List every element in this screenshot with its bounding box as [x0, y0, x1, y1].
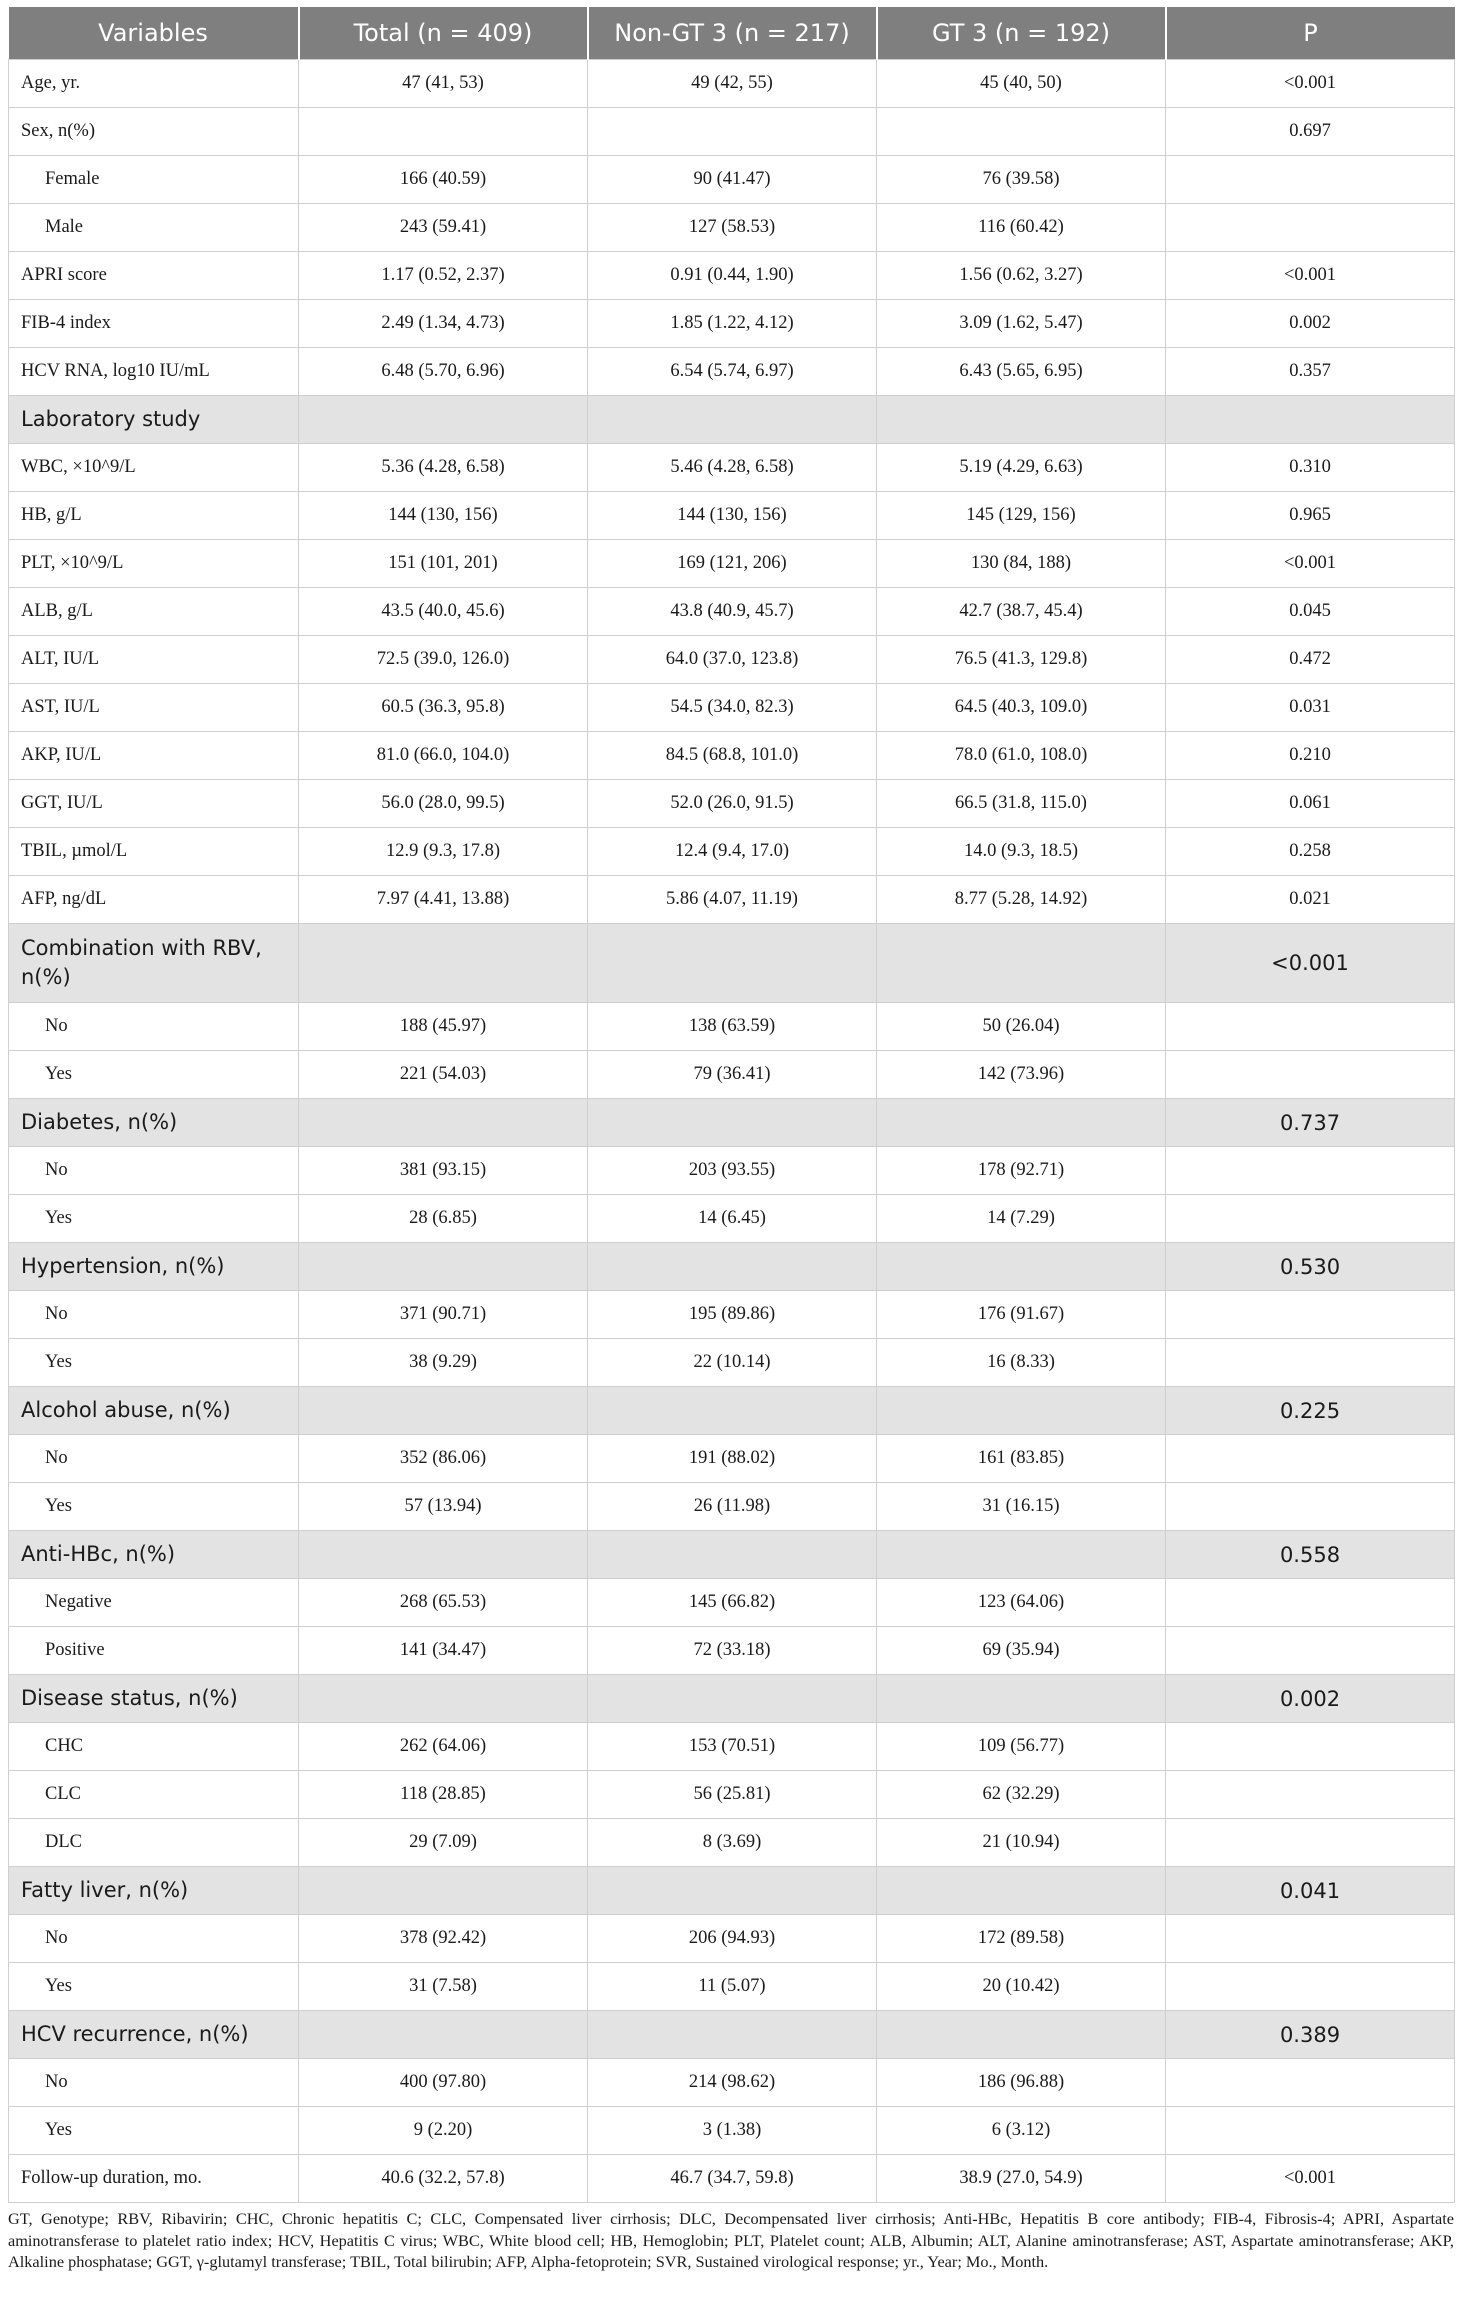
table-row	[9, 108, 1455, 156]
non-gt3-cell: 3 (1.38)	[588, 2107, 877, 2155]
gt3-cell: 142 (73.96)	[877, 1051, 1166, 1099]
non-gt3-cell: 191 (88.02)	[588, 1435, 877, 1483]
variable-cell: DLC	[9, 1819, 299, 1867]
p-value-cell	[1166, 1339, 1455, 1387]
variable-cell: AKP, IU/L	[9, 732, 299, 780]
p-value-cell	[1166, 1147, 1455, 1195]
gt3-cell: 16 (8.33)	[877, 1339, 1166, 1387]
table-row	[9, 1915, 1455, 1963]
variable-cell: HCV RNA, log10 IU/mL	[9, 348, 299, 396]
total-cell: 47 (41, 53)	[299, 60, 588, 108]
p-value-cell	[1166, 1579, 1455, 1627]
non-gt3-cell: 8 (3.69)	[588, 1819, 877, 1867]
section-row	[9, 1387, 1455, 1435]
section-row	[9, 1867, 1455, 1915]
non-gt3-cell	[588, 2011, 877, 2059]
non-gt3-cell: 52.0 (26.0, 91.5)	[588, 780, 877, 828]
total-cell: 5.36 (4.28, 6.58)	[299, 444, 588, 492]
p-value-cell	[1166, 1723, 1455, 1771]
p-value-cell	[1166, 1195, 1455, 1243]
gt3-cell: 50 (26.04)	[877, 1003, 1166, 1051]
gt3-cell: 186 (96.88)	[877, 2059, 1166, 2107]
table-row	[9, 444, 1455, 492]
total-cell: 12.9 (9.3, 17.8)	[299, 828, 588, 876]
non-gt3-cell: 0.91 (0.44, 1.90)	[588, 252, 877, 300]
variable-cell: Disease status, n(%)	[9, 1675, 299, 1723]
variable-cell: ALB, g/L	[9, 588, 299, 636]
non-gt3-cell: 56 (25.81)	[588, 1771, 877, 1819]
variable-cell: Female	[9, 156, 299, 204]
header-gt3: GT 3 (n = 192)	[877, 7, 1166, 60]
table-row	[9, 636, 1455, 684]
variable-cell: Male	[9, 204, 299, 252]
table-row	[9, 1627, 1455, 1675]
total-cell: 1.17 (0.52, 2.37)	[299, 252, 588, 300]
p-value-cell	[1166, 156, 1455, 204]
non-gt3-cell	[588, 1675, 877, 1723]
gt3-cell: 21 (10.94)	[877, 1819, 1166, 1867]
variable-cell: CHC	[9, 1723, 299, 1771]
variable-cell: Anti-HBc, n(%)	[9, 1531, 299, 1579]
variable-cell: CLC	[9, 1771, 299, 1819]
variable-cell: Laboratory study	[9, 396, 299, 444]
non-gt3-cell: 14 (6.45)	[588, 1195, 877, 1243]
table-row	[9, 540, 1455, 588]
variable-cell: Positive	[9, 1627, 299, 1675]
gt3-cell: 64.5 (40.3, 109.0)	[877, 684, 1166, 732]
non-gt3-cell	[588, 396, 877, 444]
table-row	[9, 1435, 1455, 1483]
non-gt3-cell: 1.85 (1.22, 4.12)	[588, 300, 877, 348]
p-value-cell: 0.389	[1166, 2011, 1455, 2059]
total-cell: 151 (101, 201)	[299, 540, 588, 588]
gt3-cell: 6 (3.12)	[877, 2107, 1166, 2155]
gt3-cell: 14 (7.29)	[877, 1195, 1166, 1243]
table-row	[9, 60, 1455, 108]
header-non-gt3: Non-GT 3 (n = 217)	[588, 7, 877, 60]
p-value-cell: 0.965	[1166, 492, 1455, 540]
section-row	[9, 396, 1455, 444]
variable-cell: No	[9, 2059, 299, 2107]
variable-cell: Yes	[9, 1195, 299, 1243]
variable-cell: ALT, IU/L	[9, 636, 299, 684]
p-value-cell	[1166, 2107, 1455, 2155]
gt3-cell: 145 (129, 156)	[877, 492, 1166, 540]
variable-cell: Follow-up duration, mo.	[9, 2155, 299, 2203]
gt3-cell: 14.0 (9.3, 18.5)	[877, 828, 1166, 876]
gt3-cell	[877, 1867, 1166, 1915]
variable-cell: No	[9, 1435, 299, 1483]
gt3-cell: 176 (91.67)	[877, 1291, 1166, 1339]
non-gt3-cell: 43.8 (40.9, 45.7)	[588, 588, 877, 636]
gt3-cell: 8.77 (5.28, 14.92)	[877, 876, 1166, 924]
non-gt3-cell: 22 (10.14)	[588, 1339, 877, 1387]
table-container	[8, 7, 1454, 2273]
p-value-cell: 0.041	[1166, 1867, 1455, 1915]
non-gt3-cell	[588, 1387, 877, 1435]
non-gt3-cell: 214 (98.62)	[588, 2059, 877, 2107]
gt3-cell	[877, 1531, 1166, 1579]
total-cell: 243 (59.41)	[299, 204, 588, 252]
p-value-cell: 0.061	[1166, 780, 1455, 828]
total-cell: 188 (45.97)	[299, 1003, 588, 1051]
gt3-cell: 6.43 (5.65, 6.95)	[877, 348, 1166, 396]
non-gt3-cell: 145 (66.82)	[588, 1579, 877, 1627]
table-row	[9, 876, 1455, 924]
total-cell: 381 (93.15)	[299, 1147, 588, 1195]
non-gt3-cell: 72 (33.18)	[588, 1627, 877, 1675]
total-cell	[299, 1867, 588, 1915]
p-value-cell: 0.530	[1166, 1243, 1455, 1291]
p-value-cell: 0.558	[1166, 1531, 1455, 1579]
variable-cell: AFP, ng/dL	[9, 876, 299, 924]
table-row	[9, 204, 1455, 252]
variable-cell: Hypertension, n(%)	[9, 1243, 299, 1291]
non-gt3-cell: 54.5 (34.0, 82.3)	[588, 684, 877, 732]
total-cell: 40.6 (32.2, 57.8)	[299, 2155, 588, 2203]
section-row	[9, 2011, 1455, 2059]
non-gt3-cell: 46.7 (34.7, 59.8)	[588, 2155, 877, 2203]
section-row	[9, 1099, 1455, 1147]
total-cell: 60.5 (36.3, 95.8)	[299, 684, 588, 732]
p-value-cell: 0.021	[1166, 876, 1455, 924]
total-cell: 2.49 (1.34, 4.73)	[299, 300, 588, 348]
total-cell	[299, 2011, 588, 2059]
p-value-cell: 0.737	[1166, 1099, 1455, 1147]
p-value-cell	[1166, 1771, 1455, 1819]
variable-cell: Sex, n(%)	[9, 108, 299, 156]
variable-cell: HCV recurrence, n(%)	[9, 2011, 299, 2059]
total-cell: 38 (9.29)	[299, 1339, 588, 1387]
table-row	[9, 1771, 1455, 1819]
total-cell	[299, 1387, 588, 1435]
table-row	[9, 1051, 1455, 1099]
p-value-cell: 0.472	[1166, 636, 1455, 684]
p-value-cell: <0.001	[1166, 2155, 1455, 2203]
gt3-cell: 66.5 (31.8, 115.0)	[877, 780, 1166, 828]
table-row	[9, 300, 1455, 348]
total-cell	[299, 1675, 588, 1723]
total-cell: 144 (130, 156)	[299, 492, 588, 540]
gt3-cell: 116 (60.42)	[877, 204, 1166, 252]
total-cell: 43.5 (40.0, 45.6)	[299, 588, 588, 636]
table-row	[9, 1579, 1455, 1627]
gt3-cell: 45 (40, 50)	[877, 60, 1166, 108]
p-value-cell: 0.258	[1166, 828, 1455, 876]
gt3-cell	[877, 1387, 1166, 1435]
p-value-cell: 0.697	[1166, 108, 1455, 156]
non-gt3-cell: 49 (42, 55)	[588, 60, 877, 108]
section-row	[9, 1531, 1455, 1579]
total-cell: 141 (34.47)	[299, 1627, 588, 1675]
p-value-cell: 0.045	[1166, 588, 1455, 636]
non-gt3-cell: 5.86 (4.07, 11.19)	[588, 876, 877, 924]
gt3-cell: 123 (64.06)	[877, 1579, 1166, 1627]
variable-cell: Yes	[9, 1963, 299, 2011]
non-gt3-cell	[588, 108, 877, 156]
non-gt3-cell: 5.46 (4.28, 6.58)	[588, 444, 877, 492]
total-cell: 7.97 (4.41, 13.88)	[299, 876, 588, 924]
non-gt3-cell: 11 (5.07)	[588, 1963, 877, 2011]
variable-cell: Yes	[9, 1483, 299, 1531]
table-row	[9, 588, 1455, 636]
total-cell	[299, 108, 588, 156]
gt3-cell: 76 (39.58)	[877, 156, 1166, 204]
gt3-cell	[877, 1243, 1166, 1291]
total-cell: 72.5 (39.0, 126.0)	[299, 636, 588, 684]
gt3-cell: 130 (84, 188)	[877, 540, 1166, 588]
section-row	[9, 924, 1455, 1003]
total-cell: 262 (64.06)	[299, 1723, 588, 1771]
non-gt3-cell: 203 (93.55)	[588, 1147, 877, 1195]
non-gt3-cell	[588, 1867, 877, 1915]
table-row	[9, 252, 1455, 300]
table-row	[9, 2155, 1455, 2203]
gt3-cell: 3.09 (1.62, 5.47)	[877, 300, 1166, 348]
total-cell	[299, 396, 588, 444]
non-gt3-cell: 138 (63.59)	[588, 1003, 877, 1051]
gt3-cell	[877, 924, 1166, 1003]
variable-cell: No	[9, 1915, 299, 1963]
total-cell: 378 (92.42)	[299, 1915, 588, 1963]
variable-cell: No	[9, 1291, 299, 1339]
gt3-cell: 5.19 (4.29, 6.63)	[877, 444, 1166, 492]
total-cell: 118 (28.85)	[299, 1771, 588, 1819]
total-cell	[299, 1531, 588, 1579]
variable-cell: No	[9, 1003, 299, 1051]
p-value-cell	[1166, 2059, 1455, 2107]
gt3-cell: 38.9 (27.0, 54.9)	[877, 2155, 1166, 2203]
gt3-cell: 69 (35.94)	[877, 1627, 1166, 1675]
non-gt3-cell: 195 (89.86)	[588, 1291, 877, 1339]
variable-cell: Combination with RBV, n(%)	[9, 924, 299, 1003]
variable-cell: Fatty liver, n(%)	[9, 1867, 299, 1915]
table-row	[9, 780, 1455, 828]
non-gt3-cell: 79 (36.41)	[588, 1051, 877, 1099]
non-gt3-cell	[588, 1531, 877, 1579]
p-value-cell	[1166, 1435, 1455, 1483]
p-value-cell: <0.001	[1166, 252, 1455, 300]
non-gt3-cell: 6.54 (5.74, 6.97)	[588, 348, 877, 396]
p-value-cell	[1166, 1915, 1455, 1963]
non-gt3-cell	[588, 1243, 877, 1291]
p-value-cell: 0.210	[1166, 732, 1455, 780]
table-row	[9, 1723, 1455, 1771]
gt3-cell	[877, 2011, 1166, 2059]
total-cell: 166 (40.59)	[299, 156, 588, 204]
table-row	[9, 1963, 1455, 2011]
total-cell	[299, 1243, 588, 1291]
table-row	[9, 492, 1455, 540]
table-row	[9, 348, 1455, 396]
variable-cell: Diabetes, n(%)	[9, 1099, 299, 1147]
non-gt3-cell	[588, 1099, 877, 1147]
p-value-cell	[1166, 1483, 1455, 1531]
non-gt3-cell	[588, 924, 877, 1003]
p-value-cell	[1166, 1963, 1455, 2011]
total-cell: 29 (7.09)	[299, 1819, 588, 1867]
p-value-cell	[1166, 1051, 1455, 1099]
p-value-cell: <0.001	[1166, 60, 1455, 108]
gt3-cell: 42.7 (38.7, 45.4)	[877, 588, 1166, 636]
total-cell: 56.0 (28.0, 99.5)	[299, 780, 588, 828]
header-row	[9, 7, 1455, 60]
p-value-cell: 0.002	[1166, 300, 1455, 348]
gt3-cell: 172 (89.58)	[877, 1915, 1166, 1963]
p-value-cell	[1166, 396, 1455, 444]
gt3-cell: 109 (56.77)	[877, 1723, 1166, 1771]
p-value-cell: 0.225	[1166, 1387, 1455, 1435]
p-value-cell: 0.357	[1166, 348, 1455, 396]
table-row	[9, 156, 1455, 204]
table-row	[9, 1291, 1455, 1339]
table-row	[9, 732, 1455, 780]
gt3-cell: 76.5 (41.3, 129.8)	[877, 636, 1166, 684]
table-body	[9, 60, 1455, 2203]
header-total: Total (n = 409)	[299, 7, 588, 60]
total-cell: 6.48 (5.70, 6.96)	[299, 348, 588, 396]
table-row	[9, 1147, 1455, 1195]
non-gt3-cell: 153 (70.51)	[588, 1723, 877, 1771]
p-value-cell	[1166, 204, 1455, 252]
total-cell: 81.0 (66.0, 104.0)	[299, 732, 588, 780]
gt3-cell: 20 (10.42)	[877, 1963, 1166, 2011]
table-row	[9, 1003, 1455, 1051]
total-cell	[299, 1099, 588, 1147]
table-row	[9, 1339, 1455, 1387]
non-gt3-cell: 206 (94.93)	[588, 1915, 877, 1963]
p-value-cell: 0.310	[1166, 444, 1455, 492]
non-gt3-cell: 169 (121, 206)	[588, 540, 877, 588]
p-value-cell	[1166, 1003, 1455, 1051]
variable-cell: Age, yr.	[9, 60, 299, 108]
variable-cell: Yes	[9, 1339, 299, 1387]
section-row	[9, 1243, 1455, 1291]
gt3-cell: 178 (92.71)	[877, 1147, 1166, 1195]
variable-cell: HB, g/L	[9, 492, 299, 540]
total-cell: 268 (65.53)	[299, 1579, 588, 1627]
non-gt3-cell: 26 (11.98)	[588, 1483, 877, 1531]
total-cell: 57 (13.94)	[299, 1483, 588, 1531]
table-row	[9, 1483, 1455, 1531]
gt3-cell: 78.0 (61.0, 108.0)	[877, 732, 1166, 780]
table-row	[9, 1819, 1455, 1867]
p-value-cell: 0.031	[1166, 684, 1455, 732]
p-value-cell	[1166, 1291, 1455, 1339]
non-gt3-cell: 127 (58.53)	[588, 204, 877, 252]
variable-cell: WBC, ×10^9/L	[9, 444, 299, 492]
total-cell: 371 (90.71)	[299, 1291, 588, 1339]
total-cell: 28 (6.85)	[299, 1195, 588, 1243]
total-cell: 352 (86.06)	[299, 1435, 588, 1483]
non-gt3-cell: 12.4 (9.4, 17.0)	[588, 828, 877, 876]
table-row	[9, 2059, 1455, 2107]
non-gt3-cell: 84.5 (68.8, 101.0)	[588, 732, 877, 780]
p-value-cell: <0.001	[1166, 540, 1455, 588]
variable-cell: Alcohol abuse, n(%)	[9, 1387, 299, 1435]
variable-cell: Yes	[9, 1051, 299, 1099]
variable-cell: AST, IU/L	[9, 684, 299, 732]
gt3-cell: 62 (32.29)	[877, 1771, 1166, 1819]
variable-cell: Yes	[9, 2107, 299, 2155]
gt3-cell	[877, 1099, 1166, 1147]
gt3-cell: 161 (83.85)	[877, 1435, 1166, 1483]
variable-cell: GGT, IU/L	[9, 780, 299, 828]
table-row	[9, 2107, 1455, 2155]
total-cell	[299, 924, 588, 1003]
variable-cell: APRI score	[9, 252, 299, 300]
section-row	[9, 1675, 1455, 1723]
p-value-cell: 0.002	[1166, 1675, 1455, 1723]
header-variables: Variables	[9, 7, 299, 60]
baseline-characteristics-table	[8, 7, 1455, 2203]
gt3-cell: 1.56 (0.62, 3.27)	[877, 252, 1166, 300]
total-cell: 221 (54.03)	[299, 1051, 588, 1099]
table-row	[9, 828, 1455, 876]
p-value-cell	[1166, 1819, 1455, 1867]
table-row	[9, 1195, 1455, 1243]
variable-cell: TBIL, µmol/L	[9, 828, 299, 876]
non-gt3-cell: 144 (130, 156)	[588, 492, 877, 540]
variable-cell: FIB-4 index	[9, 300, 299, 348]
variable-cell: No	[9, 1147, 299, 1195]
header-p-value: P	[1166, 7, 1455, 60]
gt3-cell	[877, 1675, 1166, 1723]
gt3-cell	[877, 396, 1166, 444]
table-row	[9, 684, 1455, 732]
non-gt3-cell: 90 (41.47)	[588, 156, 877, 204]
variable-cell: PLT, ×10^9/L	[9, 540, 299, 588]
non-gt3-cell: 64.0 (37.0, 123.8)	[588, 636, 877, 684]
total-cell: 9 (2.20)	[299, 2107, 588, 2155]
p-value-cell: <0.001	[1166, 924, 1455, 1003]
p-value-cell	[1166, 1627, 1455, 1675]
gt3-cell: 31 (16.15)	[877, 1483, 1166, 1531]
variable-cell: Negative	[9, 1579, 299, 1627]
gt3-cell	[877, 108, 1166, 156]
table-footnote: GT, Genotype; RBV, Ribavirin; CHC, Chronic hepatitis C; CLC, Compensated liver cirrhosis; DLC, Decompensated liver cirrhosis; Anti-HBc, Hepatitis B core antibody; FIB-4, Fibrosis-4; APRI, Aspartate aminotransferase to platelet ratio index; HCV, Hepatitis C virus; WBC, White blood cell; HB, Hemoglobin; PLT, Platelet count; ALB, Albumin; ALT, Alanine aminotransferase; AST, Aspartate aminotransferase; AKP, Alkaline phosphatase; GGT, γ-glutamyl transferase; TBIL, Total bilirubin; AFP, Alpha-fetoprotein; SVR, Sustained virological response; yr., Year; Mo., Month.	[8, 2209, 1454, 2271]
total-cell: 400 (97.80)	[299, 2059, 588, 2107]
total-cell: 31 (7.58)	[299, 1963, 588, 2011]
